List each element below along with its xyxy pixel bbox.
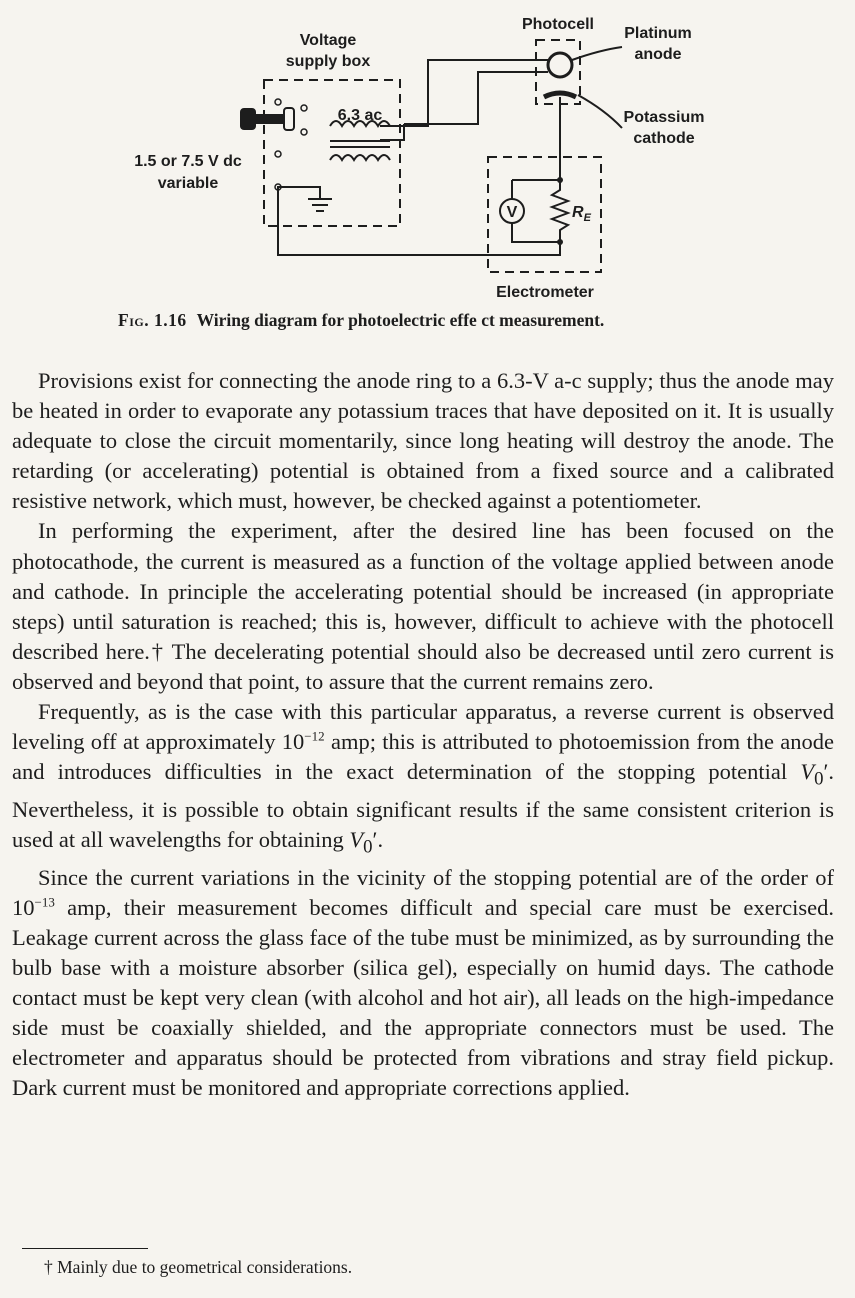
voltage-supply-label-line1: Voltage [299,32,357,49]
knob-icon [240,108,256,130]
platinum-anode-ring [548,53,572,77]
potassium-cathode-label-line2: cathode [633,130,695,147]
transformer-core [330,141,390,147]
paragraph-4: Since the current variations in the vicinity of the stopping potential are of the order of $10^{-13}$ amp, their measurement becomes difficult and special care must be exercised. Leakage current across the glass face of the tube must be minimized, as by surrounding the bulb base with a moisture absorber (silica gel), especially on humid days. The cathode contact must be kept very clean (with alcohol and hot air), all leads on the high-impedance side must be coaxially shielded, and the appropriate connectors must be used. The electrometer and apparatus should be protected from vibrations and stray field pickup. Dark current must be monitored and appropriate corrections applied. [12,864,834,1101]
cathode-leader-line [578,95,622,128]
terminal-3 [275,99,281,105]
ground-icon [308,199,332,211]
resistor-re [552,180,568,242]
figure-number: Fig. 1.16 [118,310,187,330]
exponent-2: −13 [34,894,55,910]
footnote-rule [22,1248,148,1249]
ac-supply-label: 6.3 ac [337,107,383,124]
ac-wire-to-anode-bottom [404,72,548,124]
switch-shaft [256,114,284,124]
potassium-cathode [544,93,576,97]
potassium-cathode-label-line1: Potassium [623,109,705,126]
supply-box-outline [264,80,400,226]
photocell-label: Photocell [521,16,595,33]
terminal-4 [275,151,281,157]
re-label: $R_E$ [572,204,591,224]
dc-supply-label-line1: 1.5 or 7.5 V dc [134,153,242,170]
platinum-anode-label-line1: Platinum [624,25,692,42]
figure-caption [118,310,818,331]
switch-body [284,108,294,130]
dc-supply-label-line2: variable [157,175,219,192]
paragraph-3: Frequently, as is the case with this particular apparatus, a reverse current is observed leveling off at approximately $10^{-12}$ amp; this is attributed to photoemission from the anode and introduces difficulties in the exact determination of the stopping potential $V_0'$. Nevertheless, it is possible to obtain significant results if the same consistent criterion is used at all wavelengths for obtaining $V_0'$. [12,699,834,858]
platinum-anode-label-line2: anode [634,46,682,63]
paragraph-1: Provisions exist for connecting the anode ring to a 6.3-V a-c supply; thus the anode may be heated in order to evaporate any potassium traces that have deposited on it. It is usually adequate to close the circuit momentarily, since long heating will destroy the anode. The retarding (or accelerating) potential is obtained from a fixed source and a calibrated resistive network, which must, however, be checked against a potentiometer. [12,368,834,514]
electrometer-label: Electrometer [496,284,594,301]
footnote: † Mainly due to geometrical considerations. [44,1257,353,1277]
wiring-diagram [0,0,855,305]
transformer-secondary [330,155,390,160]
ac-wire-to-anode-top [380,60,548,126]
node-top [557,177,563,183]
exponent-1: −12 [304,728,325,744]
terminal-1 [301,105,307,111]
voltage-supply-label-line2: supply box [285,53,371,70]
voltmeter-label: V [506,204,518,221]
paragraph-2: In performing the experiment, after the desired line has been focused on the photocathode, the current is measured as a function of the voltage applied between anode and cathode. In principle the accelerating potential should be increased (in appropriate steps) until saturation is reached; this is, however, difficult to achieve with the photocell described here.† The decelerating potential should also be decreased until zero current is observed and beyond that point, to assure that the current remains zero. [12,518,834,694]
terminal-2 [301,129,307,135]
body-text [12,366,834,1103]
figure-caption-text: Wiring diagram for photoelectric effe ct measurement. [196,310,605,330]
